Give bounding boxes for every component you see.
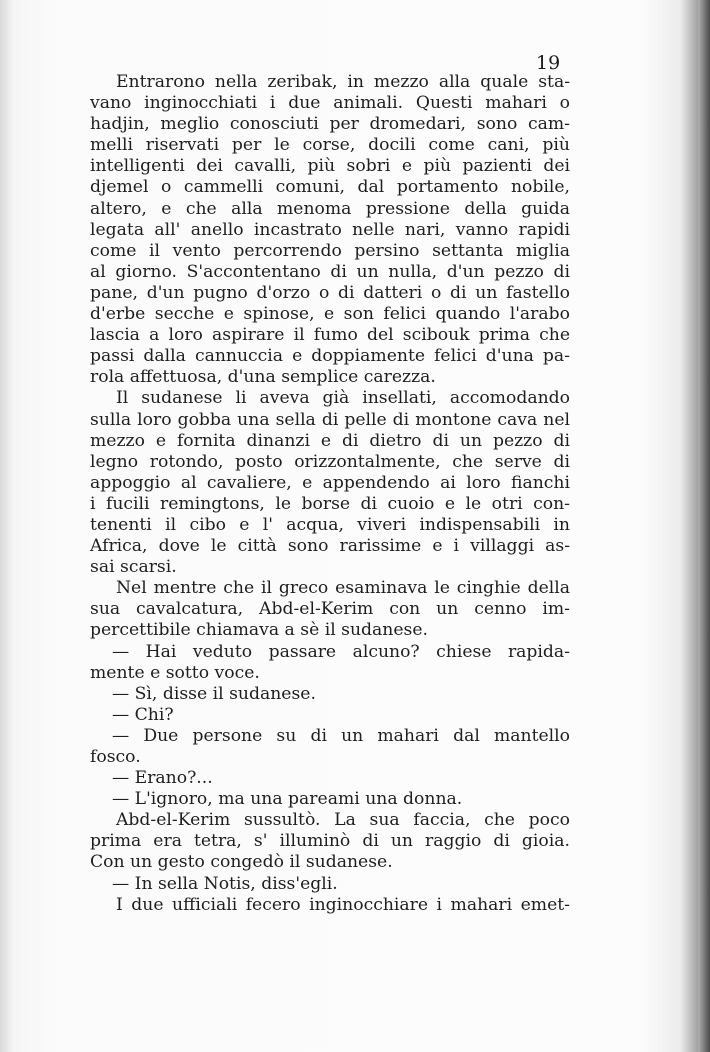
text-line: — Erano?... xyxy=(112,768,213,789)
text-line: lascia a loro aspirare il fumo del scibouk prima che xyxy=(90,325,570,346)
text-line: appoggio al cavaliere, e appendendo ai loro fianchi xyxy=(90,472,570,493)
text-line: — Chi? xyxy=(112,704,174,725)
text-line: sulla loro gobba una sella di pelle di montone cava nel xyxy=(90,409,570,430)
text-line: I due ufficiali fecero inginocchiare i mahari emet- xyxy=(116,894,570,915)
text-line: — Hai veduto passare alcuno? chiese rapida- xyxy=(112,641,570,662)
text-line: — Due persone su di un mahari dal mantello xyxy=(112,725,570,746)
text-line: djemel o cammelli comuni, dal portamento nobile, xyxy=(90,177,570,198)
text-line: Con un gesto congedò il sudanese. xyxy=(90,852,393,873)
text-line: melli riservati per le corse, docili come cani, più xyxy=(90,135,570,156)
text-line: intelligenti dei cavalli, più sobri e più pazienti dei xyxy=(90,156,570,177)
body-text xyxy=(90,72,570,916)
text-line: prima era tetra, s' illuminò di un raggio di gioia. xyxy=(90,831,570,852)
page-number: 19 xyxy=(536,52,561,74)
text-line: Africa, dove le città sono rarissime e i villaggi as- xyxy=(90,536,570,557)
text-line: altero, e che alla menoma pressione della guida xyxy=(90,198,570,219)
text-line: percettibile chiamava a sè il sudanese. xyxy=(90,620,428,641)
text-line: rola affettuosa, d'una semplice carezza. xyxy=(90,367,436,388)
text-line: fosco. xyxy=(90,747,141,767)
text-line: Entrarono nella zeribak, in mezzo alla quale sta- xyxy=(116,72,570,92)
text-line: mezzo e fornita dinanzi e di dietro di un pezzo di xyxy=(90,430,570,451)
text-line: — In sella Notis, diss'egli. xyxy=(112,873,338,894)
text-line: legno rotondo, posto orizzontalmente, che serve di xyxy=(90,451,570,472)
text-line: al giorno. S'accontentano di un nulla, d'un pezzo di xyxy=(90,261,570,282)
text-line: hadjin, meglio conosciuti per dromedari, sono cam- xyxy=(90,114,570,135)
text-line: — Sì, disse il sudanese. xyxy=(112,683,316,704)
text-line: legata all' anello incastrato nelle nari, vanno rapidi xyxy=(90,219,570,240)
text-line: come il vento percorrendo persino settanta miglia xyxy=(90,240,570,261)
text-line: — L'ignoro, ma una pareami una donna. xyxy=(112,789,463,810)
text-line: passi dalla cannuccia e doppiamente felici d'una pa- xyxy=(90,346,570,367)
text-line: mente e sotto voce. xyxy=(90,662,260,683)
text-line: vano inginocchiati i due animali. Questi mahari o xyxy=(90,93,570,114)
text-line: sua cavalcatura, Abd-el-Kerim con un cenno im- xyxy=(90,599,570,620)
text-line: pane, d'un pugno d'orzo o di datteri o di un fastello xyxy=(90,282,570,303)
text-line: d'erbe secche e spinose, e son felici quando l'arabo xyxy=(90,304,570,325)
text-line: Nel mentre che il greco esaminava le cinghie della xyxy=(116,578,570,599)
text-line: Abd-el-Kerim sussultò. La sua faccia, che poco xyxy=(116,810,570,831)
text-line: sai scarsi. xyxy=(90,557,177,578)
text-line: tenenti il cibo e l' acqua, viveri indispensabili in xyxy=(90,514,570,535)
text-line: i fucili remingtons, le borse di cuoio e le otri con- xyxy=(90,493,570,514)
text-line: Il sudanese li aveva già insellati, accomodando xyxy=(116,388,570,409)
page-edge xyxy=(698,0,710,1052)
